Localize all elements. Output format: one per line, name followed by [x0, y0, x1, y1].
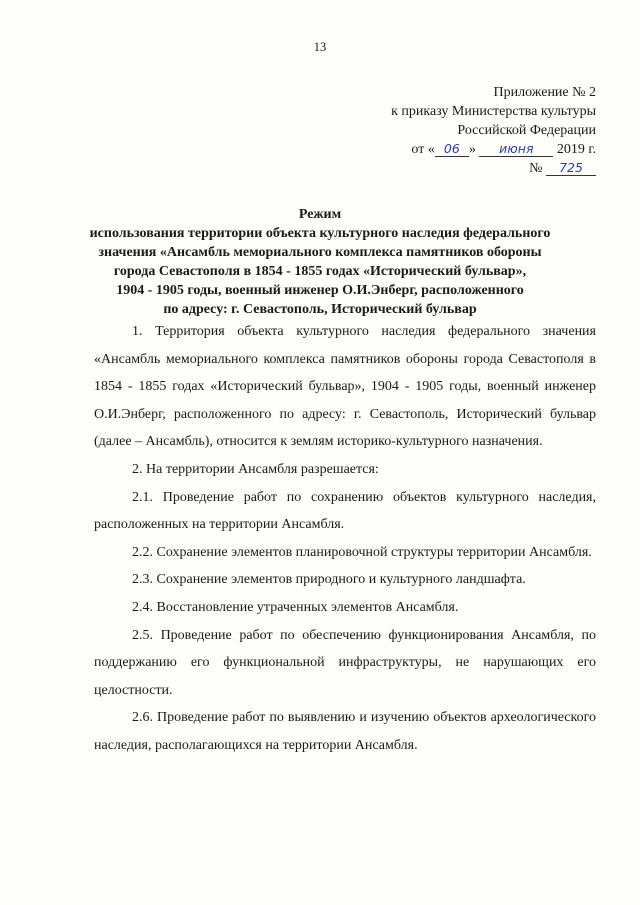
- paragraph-1: 1. Территория объекта культурного наследия федерального значения «Ансамбль мемориального комплекса памятников обороны города Севастополя в 1854 - 1855 годах «Исторический бульвар», 1904 - 1905 годы, военный инженер О.И.Энберг, расположенного по адресу: г. Севастополь, Исторический бульвар (далее – Ансамбль), относится к землям историко-культурного назначения.: [94, 324, 596, 450]
- title-line-5: 1904 - 1905 годы, военный инженер О.И.Энберг, расположенного: [116, 283, 524, 298]
- paragraph-2-5: 2.5. Проведение работ по обеспечению функционирования Ансамбля, по поддержанию его функциональной инфраструктуры, не нарушающих его целостности.: [94, 627, 596, 698]
- date-mid: »: [468, 142, 476, 157]
- date-year: 2019 г.: [556, 142, 596, 157]
- paragraph-2-4: 2.4. Восстановление утраченных элементов Ансамбля.: [132, 599, 459, 615]
- appendix-number: [391, 159, 596, 178]
- title-line-3: значения «Ансамбль мемориального комплекса памятников обороны: [98, 245, 542, 260]
- title-line-2: использования территории объекта культурного наследия федерального: [89, 226, 551, 241]
- appendix-line-3: Российской Федерации: [457, 123, 596, 138]
- date-prefix: от «: [411, 142, 435, 157]
- appendix-date: [391, 140, 596, 159]
- page-number: 13: [313, 40, 327, 54]
- appendix-header: [391, 83, 596, 178]
- paragraph-2-1: 2.1. Проведение работ по сохранению объектов культурного наследия, расположенных на территории Ансамбля.: [94, 489, 596, 533]
- document-title: [70, 205, 570, 319]
- document-body: [94, 318, 596, 760]
- title-line-6: по адресу: г. Севастополь, Исторический бульвар: [163, 302, 477, 317]
- appendix-line-1: Приложение № 2: [493, 85, 596, 100]
- title-line-1: Режим: [298, 207, 342, 222]
- number-prefix: №: [529, 161, 543, 176]
- paragraph-2-3: 2.3. Сохранение элементов природного и культурного ландшафта.: [132, 572, 526, 588]
- appendix-line-2: к приказу Министерства культуры: [391, 104, 596, 119]
- order-number-handwritten: 725: [546, 160, 596, 176]
- paragraph-2-6: 2.6. Проведение работ по выявлению и изучению объектов археологического наследия, располагающихся на территории Ансамбля.: [94, 710, 596, 753]
- paragraph-2: 2. На территории Ансамбля разрешается:: [132, 461, 379, 477]
- date-day-handwritten: 06: [435, 141, 469, 157]
- paragraph-2-2: 2.2. Сохранение элементов планировочной структуры территории Ансамбля.: [132, 544, 592, 560]
- title-line-4: города Севастополя в 1854 - 1855 годах «Исторический бульвар»,: [113, 264, 527, 279]
- date-month-handwritten: июня: [479, 141, 553, 157]
